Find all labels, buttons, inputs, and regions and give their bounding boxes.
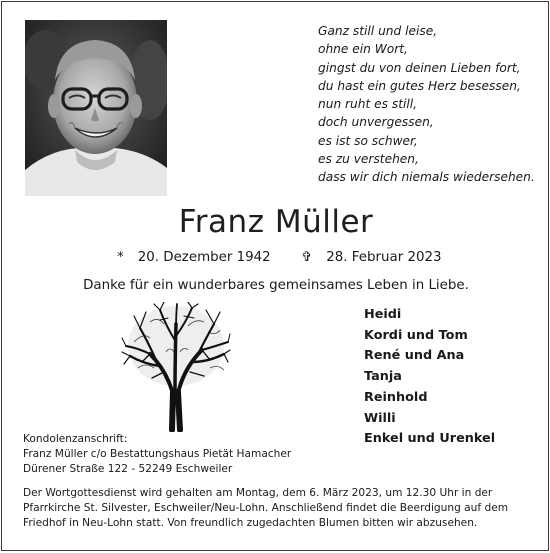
notice-line: Pfarrkirche St. Silvester, Eschweiler/Neu-Lohn. Anschließend findet die Beerdigung auf dem [23, 501, 509, 514]
poem-line: du hast ein gutes Herz besessen, [318, 78, 521, 93]
poem-line: es ist so schwer, [318, 133, 418, 148]
poem-line: gingst du von deinen Lieben fort, [318, 60, 521, 75]
tree-icon [120, 302, 232, 436]
address-line: Dürener Straße 122 - 52249 Eschweiler [23, 462, 233, 475]
notice-line: Friedhof in Neu-Lohn statt. Von freundlich zugedachten Blumen bitten wir abzusehen. [23, 516, 478, 529]
address-line: Kondolenzanschrift: [23, 433, 128, 445]
birth-date: 20. Dezember 1942 [137, 250, 271, 265]
death-date-line [301, 250, 442, 265]
family-member: Willi [364, 410, 396, 426]
birth-star-icon: * [117, 250, 124, 265]
poem-line: nun ruht es still, [318, 97, 418, 112]
birth-date-line [117, 250, 271, 265]
poem-line: ohne ein Wort, [318, 42, 408, 57]
family-member: Tanja [364, 369, 402, 385]
family-member: Kordi und Tom [364, 327, 468, 343]
poem-line: doch unvergessen, [318, 115, 434, 130]
cross-icon: ✞ [301, 250, 313, 265]
portrait-photo [25, 20, 167, 196]
family-list [364, 305, 495, 450]
thanks-text: Danke für ein wunderbares gemeinsames Leben in Liebe. [83, 278, 469, 293]
condolence-address [23, 432, 291, 476]
notice-line: Der Wortgottesdienst wird gehalten am Montag, dem 6. März 2023, um 12.30 Uhr in der [23, 487, 493, 499]
poem-line: Ganz still und leise, [318, 24, 438, 38]
death-date: 28. Februar 2023 [326, 250, 442, 265]
deceased-name: Franz Müller [178, 204, 374, 240]
address-line: Franz Müller c/o Bestattungshaus Pietät Hamacher [23, 447, 292, 460]
obituary-notice [1, 1, 549, 551]
family-member: René und Ana [364, 348, 465, 364]
family-member: Heidi [364, 307, 402, 322]
poem-line: es zu verstehen, [318, 152, 419, 167]
poem-line: dass wir dich niemals wiedersehen. [318, 170, 535, 185]
family-member: Enkel und Urenkel [364, 431, 496, 447]
poem [318, 22, 548, 187]
family-member: Reinhold [364, 389, 428, 405]
service-notice [23, 486, 529, 530]
